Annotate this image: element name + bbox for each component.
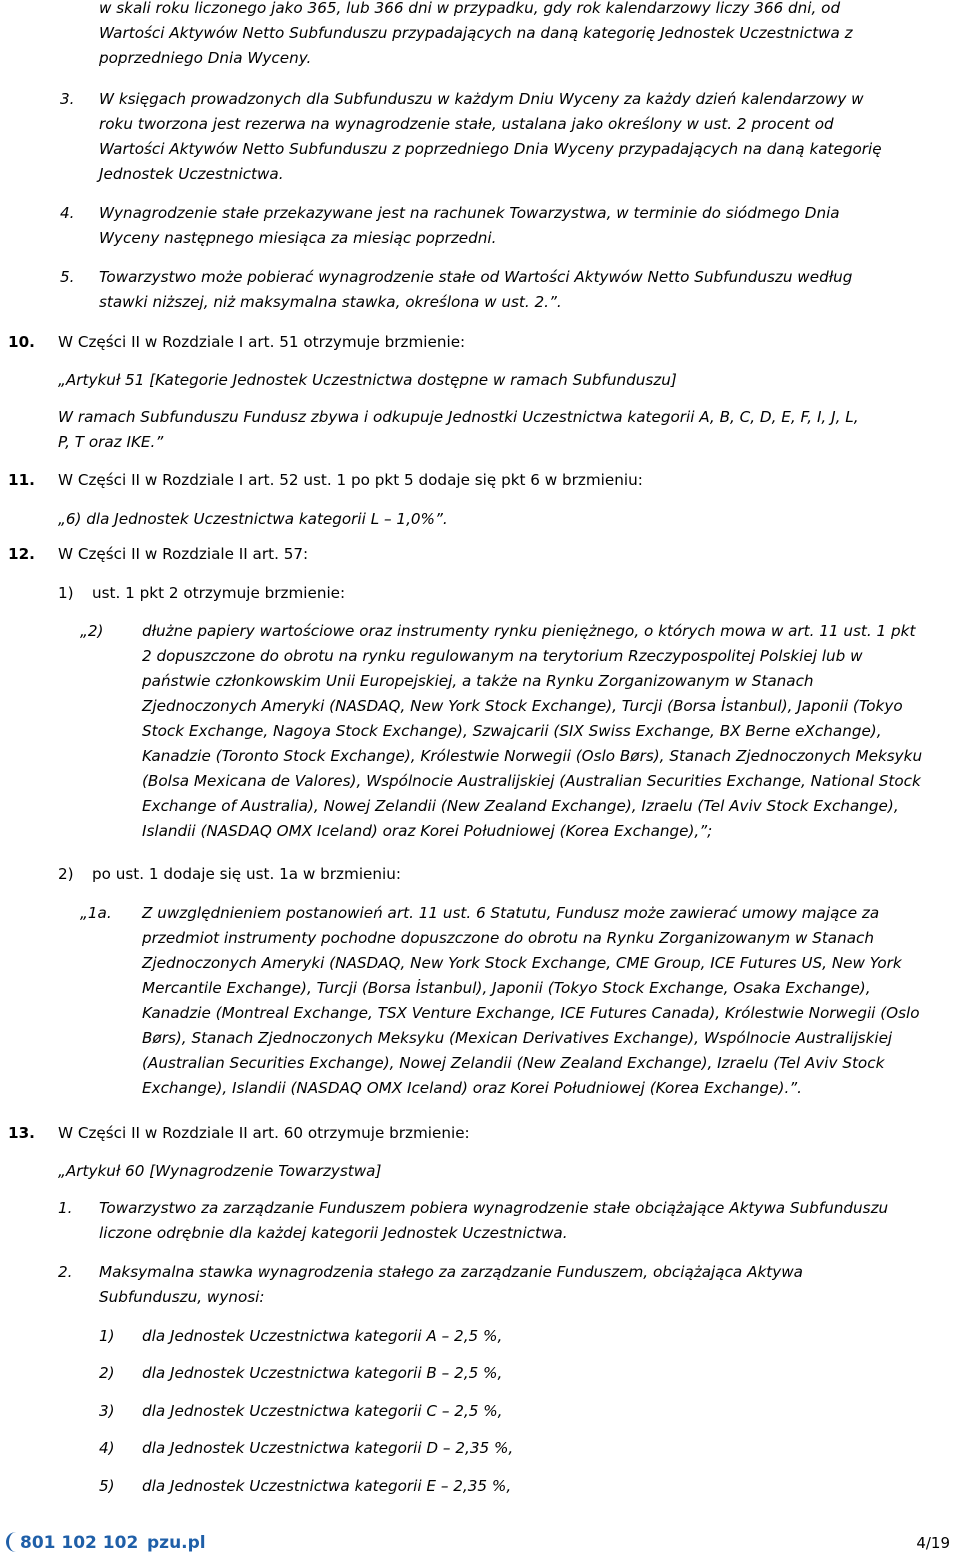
page-footer [0, 1530, 960, 1556]
rate-text: dla Jednostek Uczestnictwa kategorii C – 2,5 %, [142, 1402, 503, 1420]
paragraph-number: 2. [58, 1263, 73, 1281]
rate-text: dla Jednostek Uczestnictwa kategorii B – 2,5 %, [142, 1364, 503, 1382]
article-title: „Artykuł 60 [Wynagrodzenie Towarzystwa] [58, 1162, 382, 1180]
intro-paragraph [99, 0, 949, 71]
item-line: stawki niższej, niż maksymalna stawka, określona w ust. 2.”. [99, 293, 562, 311]
subpoint-number: 2) [58, 865, 74, 883]
item-line: Wartości Aktywów Netto Subfunduszu z poprzedniego Dnia Wyceny przypadających na daną kategorię [99, 140, 882, 158]
quote-line: dłużne papiery wartościowe oraz instrumenty rynku pieniężnego, o których mowa w art. 11 ust. 1 pkt [142, 622, 916, 640]
article-paragraph [99, 1260, 949, 1310]
section-number: 13. [8, 1124, 35, 1142]
article-line: liczone odrębnie dla każdej kategorii Jednostek Uczestnictwa. [99, 1224, 568, 1242]
rate-text: dla Jednostek Uczestnictwa kategorii A – 2,5 %, [142, 1327, 503, 1345]
article-line: Towarzystwo za zarządzanie Funduszem pobiera wynagrodzenie stałe obciążające Aktywa Subfunduszu [99, 1199, 889, 1217]
item-line: Jednostek Uczestnictwa. [99, 165, 284, 183]
section-number: 10. [8, 333, 35, 351]
quote-line: (Bolsa Mexicana de Valores), Wspólnocie Australijskiej (Australian Securities Exchange, National Stock [142, 772, 921, 790]
section-number: 12. [8, 545, 35, 563]
quote-line: Exchange), Islandii (NASDAQ OMX Iceland) oraz Korei Południowej (Korea Exchange).”. [142, 1079, 802, 1097]
item-line: Towarzystwo może pobierać wynagrodzenie stałe od Wartości Aktywów Netto Subfunduszu według [99, 268, 853, 286]
item-line: roku tworzona jest rezerwa na wynagrodzenie stałe, ustalana jako określony w ust. 2 procent od [99, 115, 834, 133]
intro-line: w skali roku liczonego jako 365, lub 366 dni w przypadku, gdy rok kalendarzowy liczy 366 dni, od [99, 0, 841, 17]
page-number: 4/19 [916, 1534, 950, 1552]
article-paragraph [99, 1196, 949, 1246]
rate-text: dla Jednostek Uczestnictwa kategorii E – 2,35 %, [142, 1477, 512, 1495]
item-paragraph [99, 87, 949, 187]
quote-line: przedmiot instrumenty pochodne dopuszczone do obrotu na Rynku Zorganizowanym w Stanach [142, 929, 875, 947]
quote-number: „1a. [80, 904, 112, 922]
quote-line: (Australian Securities Exchange), Nowej Zelandii (New Zealand Exchange), Izraelu (Tel Aviv Stock [142, 1054, 885, 1072]
quote-line: Kanadzie (Montreal Exchange, TSX Venture Exchange, ICE Futures Canada), Królestwie Norwegii (Oslo [142, 1004, 920, 1022]
article-body [58, 405, 958, 455]
rate-number: 3) [99, 1402, 115, 1420]
subpoint-text: ust. 1 pkt 2 otrzymuje brzmienie: [92, 584, 346, 602]
rate-number: 2) [99, 1364, 115, 1382]
item-number: 4. [60, 204, 75, 222]
rate-number: 5) [99, 1477, 115, 1495]
quote-line: Mercantile Exchange), Turcji (Borsa İstanbul), Japonii (Tokyo Stock Exchange, Osaka Exchange), [142, 979, 871, 997]
quote-line: Zjednoczonych Ameryki (NASDAQ, New York Stock Exchange, CME Group, ICE Futures US, New York [142, 954, 902, 972]
subpoint-text: po ust. 1 dodaje się ust. 1a w brzmieniu: [92, 865, 401, 883]
item-number: 5. [60, 268, 75, 286]
article-line: Subfunduszu, wynosi: [99, 1288, 265, 1306]
rate-number: 4) [99, 1439, 115, 1457]
item-number: 3. [60, 90, 75, 108]
quote-line: Kanadzie (Toronto Stock Exchange), Królestwie Norwegii (Oslo Børs), Stanach Zjednoczonych Meksyku [142, 747, 923, 765]
article-title: „Artykuł 51 [Kategorie Jednostek Uczestnictwa dostępne w ramach Subfunduszu] [58, 371, 677, 389]
item-line: W księgach prowadzonych dla Subfunduszu w każdym Dniu Wyceny za każdy dzień kalendarzowy w [99, 90, 864, 108]
subpoint-number: 1) [58, 584, 74, 602]
quote-line: państwie członkowskim Unii Europejskiej, a także na Rynku Zorganizowanym w Stanach [142, 672, 814, 690]
quote-number: „2) [80, 622, 104, 640]
paragraph-number: 1. [58, 1199, 73, 1217]
section-heading: W Części II w Rozdziale I art. 51 otrzymuje brzmienie: [58, 333, 466, 351]
quote-line: Zjednoczonych Ameryki (NASDAQ, New York Stock Exchange), Turcji (Borsa İstanbul), Japonii (Tokyo [142, 697, 903, 715]
quote-paragraph [142, 901, 958, 1101]
footer-website[interactable]: pzu.pl [147, 1533, 206, 1553]
rate-number: 1) [99, 1327, 115, 1345]
phone-bracket-icon [6, 1532, 16, 1552]
intro-line: poprzedniego Dnia Wyceny. [99, 49, 312, 67]
quote-paragraph [142, 619, 958, 844]
quote-line: Stock Exchange, Nagoya Stock Exchange), Szwajcarii (SIX Swiss Exchange, BX Berne eXchange), [142, 722, 882, 740]
article-line: Maksymalna stawka wynagrodzenia stałego za zarządzanie Funduszem, obciążająca Aktywa [99, 1263, 803, 1281]
quote-line: Z uwzględnieniem postanowień art. 11 ust. 6 Statutu, Fundusz może zawierać umowy mające za [142, 904, 880, 922]
quote-line: Børs), Stanach Zjednoczonych Meksyku (Mexican Derivatives Exchange), Wspólnocie Australijskiej [142, 1029, 893, 1047]
quote-line: Islandii (NASDAQ OMX Iceland) oraz Korei Południowej (Korea Exchange),”; [142, 822, 713, 840]
section-heading: W Części II w Rozdziale II art. 57: [58, 545, 309, 563]
section-heading: W Części II w Rozdziale II art. 60 otrzymuje brzmienie: [58, 1124, 470, 1142]
footer-phone[interactable]: 801 102 102 [20, 1533, 139, 1553]
item-line: Wyceny następnego miesiąca za miesiąc poprzedni. [99, 229, 497, 247]
quote-text: „6) dla Jednostek Uczestnictwa kategorii L – 1,0%”. [58, 510, 448, 528]
section-heading: W Części II w Rozdziale I art. 52 ust. 1 po pkt 5 dodaje się pkt 6 w brzmieniu: [58, 471, 643, 489]
rate-text: dla Jednostek Uczestnictwa kategorii D – 2,35 %, [142, 1439, 514, 1457]
quote-line: 2 dopuszczone do obrotu na rynku regulowanym na terytorium Rzeczypospolitej Polskiej lub w [142, 647, 863, 665]
intro-line: Wartości Aktywów Netto Subfunduszu przypadających na daną kategorię Jednostek Uczestnictwa z [99, 24, 853, 42]
item-paragraph [99, 265, 949, 315]
quote-line: Exchange of Australia), Nowej Zelandii (New Zealand Exchange), Izraelu (Tel Aviv Stock Exchange), [142, 797, 899, 815]
article-line: W ramach Subfunduszu Fundusz zbywa i odkupuje Jednostki Uczestnictwa kategorii A, B, C, D, E, F, I, J, L, [58, 408, 859, 426]
section-number: 11. [8, 471, 35, 489]
item-paragraph [99, 201, 949, 251]
article-line: P, T oraz IKE.” [58, 433, 164, 451]
item-line: Wynagrodzenie stałe przekazywane jest na rachunek Towarzystwa, w terminie do siódmego Dnia [99, 204, 840, 222]
